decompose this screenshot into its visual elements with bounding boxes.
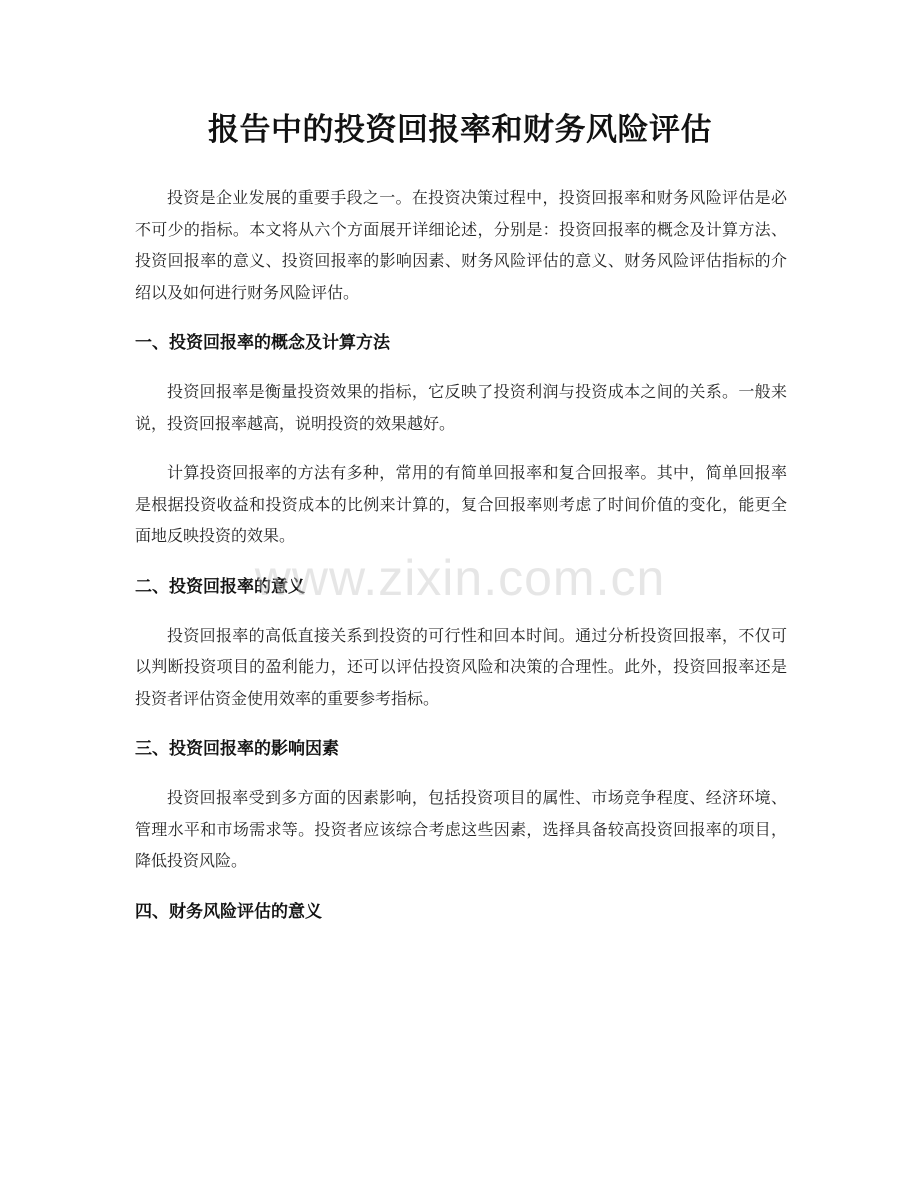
section-1-paragraph-1: 投资回报率是衡量投资效果的指标，它反映了投资利润与投资成本之间的关系。一般来说，投资回报率越高，说明投资的效果越好。: [135, 382, 787, 433]
section-4-heading: 四、财务风险评估的意义: [135, 901, 322, 922]
document-title: 报告中的投资回报率和财务风险评估: [208, 112, 712, 148]
section-1-paragraph-2: 计算投资回报率的方法有多种，常用的有简单回报率和复合回报率。其中，简单回报率是根据投资收益和投资成本的比例来计算的，复合回报率则考虑了时间价值的变化，能更全面地反映投资的效果。: [135, 463, 787, 545]
section-1-heading: 一、投资回报率的概念及计算方法: [135, 333, 390, 353]
document-body: [135, 182, 787, 945]
section-2-paragraph-1: 投资回报率的高低直接关系到投资的可行性和回本时间。通过分析投资回报率，不仅可以判断投资项目的盈利能力，还可以评估投资风险和决策的合理性。此外，投资回报率还是投资者评估资金使用效率的重要参考指标。: [135, 625, 787, 708]
intro-paragraph: 投资是企业发展的重要手段之一。在投资决策过程中，投资回报率和财务风险评估是必不可少的指标。本文将从六个方面展开详细论述，分别是：投资回报率的概念及计算方法、投资回报率的意义、投资回报率的影响因素、财务风险评估的意义、财务风险评估指标的介绍以及如何进行财务风险评估。: [135, 188, 787, 302]
section-3-heading: 三、投资回报率的影响因素: [135, 739, 339, 759]
watermark: www.zixin.com.cn: [254, 550, 666, 606]
section-2-heading: 二、投资回报率的意义: [135, 576, 305, 597]
section-3-paragraph-1: 投资回报率受到多方面的因素影响，包括投资项目的属性、市场竞争程度、经济环境、管理水平和市场需求等。投资者应该综合考虑这些因素，选择具备较高投资回报率的项目，降低投资风险。: [135, 788, 787, 870]
